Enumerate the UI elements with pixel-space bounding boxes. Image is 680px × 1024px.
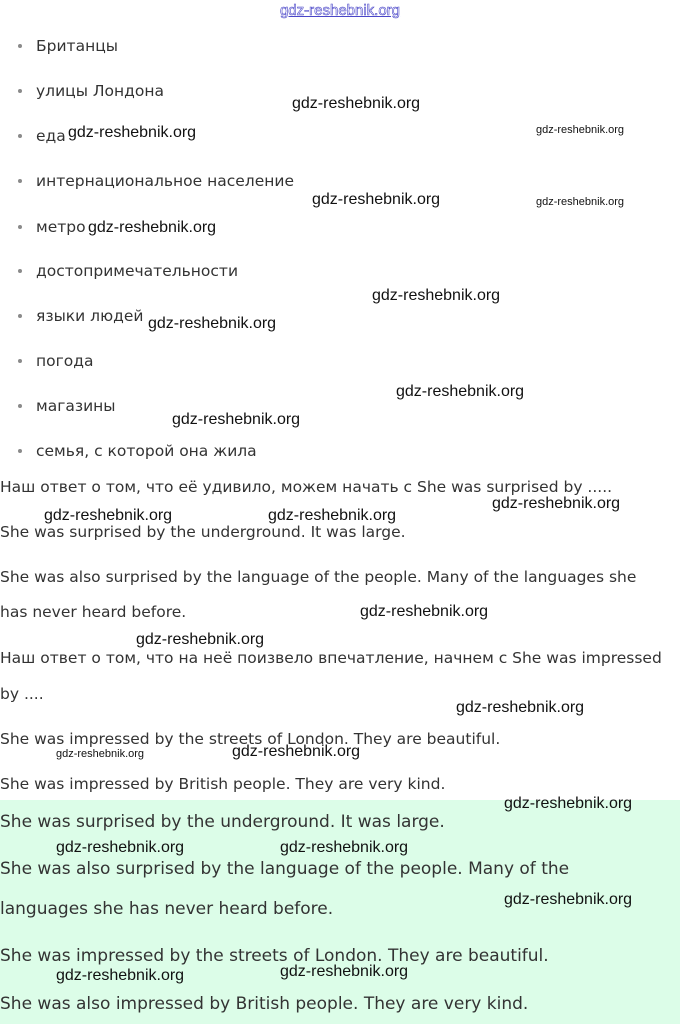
watermark: gdz-reshebnik.org — [456, 699, 585, 716]
watermark: gdz-reshebnik.org — [504, 891, 633, 908]
list-item — [18, 125, 66, 147]
watermark: gdz-reshebnik.org — [536, 124, 625, 136]
intro-impressed: Наш ответ о том, что на неё поизвело впечатление, начнем с She was impressed — [0, 649, 662, 667]
watermark: gdz-reshebnik.org — [372, 287, 501, 304]
list-item — [18, 395, 116, 417]
list-item — [18, 170, 294, 192]
list-item-text: интернациональное население — [36, 172, 294, 190]
list-item — [18, 35, 118, 57]
bullet-dot-icon — [18, 134, 22, 138]
bullet-dot-icon — [18, 44, 22, 48]
list-item-text: метро — [36, 218, 86, 236]
example-sentence: She was also surprised by the language of the people. Many of the languages she — [0, 568, 637, 586]
watermark: gdz-reshebnik.org — [232, 743, 361, 760]
watermark: gdz-reshebnik.org — [56, 839, 185, 856]
watermark: gdz-reshebnik.org — [68, 124, 197, 141]
watermark: gdz-reshebnik.org — [292, 95, 421, 112]
list-item — [18, 440, 257, 462]
bullet-dot-icon — [18, 314, 22, 318]
example-sentence: She was impressed by the streets of London. They are beautiful. — [0, 730, 501, 748]
example-sentence: She was surprised by the underground. It was large. — [0, 523, 406, 541]
watermark: gdz-reshebnik.org — [88, 219, 217, 236]
watermark: gdz-reshebnik.org — [492, 495, 621, 512]
list-item-text: достопримечательности — [36, 262, 239, 280]
watermark: gdz-reshebnik.org — [396, 383, 525, 400]
answer-line: She was also impressed by British people. They are very kind. — [0, 994, 529, 1014]
watermark: gdz-reshebnik.org — [148, 315, 277, 332]
watermark: gdz-reshebnik.org — [536, 196, 625, 208]
bullet-dot-icon — [18, 359, 22, 363]
example-sentence: She was impressed by British people. They are very kind. — [0, 775, 446, 793]
watermark: gdz-reshebnik.org — [56, 748, 145, 760]
watermark: gdz-reshebnik.org — [280, 963, 409, 980]
answer-box — [0, 800, 680, 1024]
bullet-dot-icon — [18, 179, 22, 183]
list-item-text: языки людей — [36, 307, 144, 325]
answer-line: languages she has never heard before. — [0, 899, 334, 919]
watermark: gdz-reshebnik.org — [504, 795, 633, 812]
intro-impressed-cont: by .... — [0, 685, 44, 703]
answer-line: She was also surprised by the language of the people. Many of the — [0, 859, 570, 879]
answer-line: She was impressed by the streets of London. They are beautiful. — [0, 946, 549, 966]
list-item-text: еда — [36, 127, 66, 145]
list-item-text: Британцы — [36, 37, 118, 55]
bullet-dot-icon — [18, 449, 22, 453]
list-item — [18, 350, 93, 372]
list-item-text: улицы Лондона — [36, 82, 164, 100]
list-item — [18, 80, 164, 102]
header-watermark[interactable]: gdz-reshebnik.org — [279, 2, 401, 19]
answer-line: She was surprised by the underground. It was large. — [0, 812, 445, 832]
watermark: gdz-reshebnik.org — [172, 411, 301, 428]
intro-surprised: Наш ответ о том, что её удивило, можем начать с She was surprised by ..... — [0, 478, 613, 496]
list-item-text: погода — [36, 352, 94, 370]
bullet-dot-icon — [18, 269, 22, 273]
example-sentence: has never heard before. — [0, 603, 187, 621]
bullet-dot-icon — [18, 404, 22, 408]
list-item — [18, 305, 143, 327]
bullet-dot-icon — [18, 89, 22, 93]
watermark: gdz-reshebnik.org — [56, 967, 185, 984]
list-item — [18, 260, 238, 282]
watermark: gdz-reshebnik.org — [360, 603, 489, 620]
watermark: gdz-reshebnik.org — [312, 191, 441, 208]
watermark: gdz-reshebnik.org — [136, 631, 265, 648]
watermark: gdz-reshebnik.org — [280, 839, 409, 856]
list-item — [18, 216, 86, 238]
bullet-dot-icon — [18, 225, 22, 229]
watermark: gdz-reshebnik.org — [268, 507, 397, 524]
watermark: gdz-reshebnik.org — [44, 507, 173, 524]
list-item-text: семья, с которой она жила — [36, 442, 257, 460]
list-item-text: магазины — [36, 397, 116, 415]
